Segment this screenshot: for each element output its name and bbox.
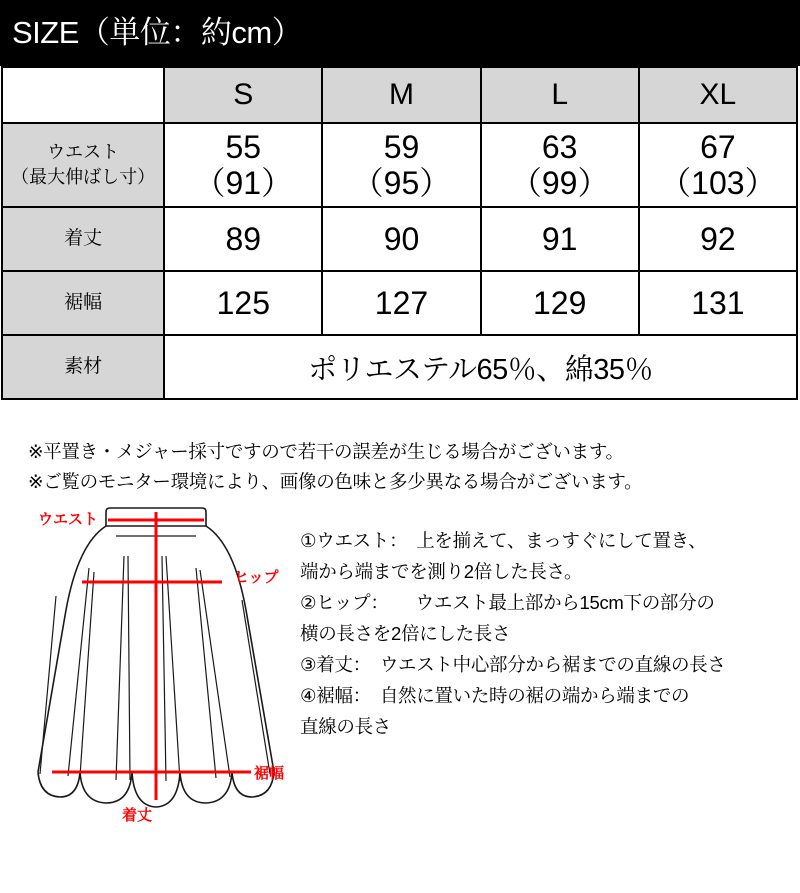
instruction-line-4: 横の長さを2倍にした長さ bbox=[300, 623, 511, 644]
cell-waist-m-main: 59 bbox=[383, 129, 420, 165]
table-row bbox=[2, 123, 797, 207]
size-header-xl: XL bbox=[639, 67, 797, 123]
table-row bbox=[2, 271, 797, 335]
table-row bbox=[2, 335, 797, 399]
cell-hem-l: 129 bbox=[481, 271, 639, 335]
hem-scallop-1 bbox=[38, 772, 80, 797]
size-header-s: S bbox=[164, 67, 322, 123]
measurement-instructions bbox=[300, 525, 790, 742]
diagram-label-hem: 裾幅 bbox=[254, 765, 285, 782]
note-line-2: ※ご覧のモニター環境により、画像の色味と多少異なる場合がございます。 bbox=[28, 471, 643, 492]
cell-waist-m bbox=[322, 123, 480, 207]
cell-length-s: 89 bbox=[164, 207, 322, 271]
row-label-length: 着丈 bbox=[2, 207, 164, 271]
page-title: SIZE（単位：約cm） bbox=[12, 15, 303, 50]
cell-hem-xl: 131 bbox=[639, 271, 797, 335]
diagram-label-length: 着丈 bbox=[122, 807, 153, 824]
notes-block bbox=[28, 437, 768, 497]
instruction-line-3: ②ヒップ： ウエスト最上部から15cm下の部分の bbox=[300, 592, 715, 613]
table-header-row bbox=[2, 67, 797, 123]
row-label-material: 素材 bbox=[2, 335, 164, 399]
diagram-label-waist: ウエスト bbox=[38, 511, 99, 528]
cell-hem-m: 127 bbox=[322, 271, 480, 335]
instruction-line-6: ④裾幅： 自然に置いた時の裾の端から端までの bbox=[300, 685, 690, 706]
cell-material-value: ポリエステル65％、綿35％ bbox=[164, 335, 797, 399]
note-line-1: ※平置き・メジャー採寸ですので若干の誤差が生じる場合がございます。 bbox=[28, 441, 624, 462]
row-label-waist bbox=[2, 123, 164, 207]
cell-waist-xl bbox=[639, 123, 797, 207]
cell-length-m: 90 bbox=[322, 207, 480, 271]
cell-waist-l bbox=[481, 123, 639, 207]
skirt-measurement-diagram bbox=[16, 500, 296, 850]
cell-length-l: 91 bbox=[481, 207, 639, 271]
row-label-waist-line1: ウエスト bbox=[47, 142, 120, 162]
cell-waist-m-sub: （95） bbox=[351, 165, 452, 201]
hem-scallop-2 bbox=[80, 772, 132, 803]
row-label-waist-line2: （最大伸ばし寸） bbox=[11, 167, 156, 187]
instruction-line-5: ③着丈： ウエスト中心部分から裾までの直線の長さ bbox=[300, 654, 726, 675]
instruction-line-7: 直線の長さ bbox=[300, 716, 392, 737]
size-banner bbox=[0, 0, 800, 66]
cell-waist-s-sub: （91） bbox=[193, 165, 294, 201]
cell-waist-l-sub: （99） bbox=[509, 165, 610, 201]
cell-hem-s: 125 bbox=[164, 271, 322, 335]
table-corner-cell bbox=[2, 67, 164, 123]
cell-length-xl: 92 bbox=[639, 207, 797, 271]
cell-waist-s-main: 55 bbox=[225, 129, 262, 165]
size-table bbox=[1, 66, 798, 400]
cell-waist-xl-main: 67 bbox=[700, 129, 736, 165]
cell-waist-s bbox=[164, 123, 322, 207]
table-row bbox=[2, 207, 797, 271]
cell-waist-l-main: 63 bbox=[541, 129, 578, 165]
skirt-diagram-svg bbox=[16, 500, 296, 850]
size-header-l: L bbox=[481, 67, 639, 123]
cell-waist-xl-sub: （103） bbox=[659, 165, 777, 201]
diagram-label-hip: ヒップ bbox=[234, 569, 279, 586]
size-header-m: M bbox=[322, 67, 480, 123]
hem-scallop-4 bbox=[180, 772, 232, 803]
instruction-line-2: 端から端までを測り2倍した長さ。 bbox=[300, 561, 583, 582]
row-label-hem: 裾幅 bbox=[2, 271, 164, 335]
instruction-line-1: ①ウエスト： 上を揃えて、まっすぐにして置き、 bbox=[300, 530, 707, 551]
